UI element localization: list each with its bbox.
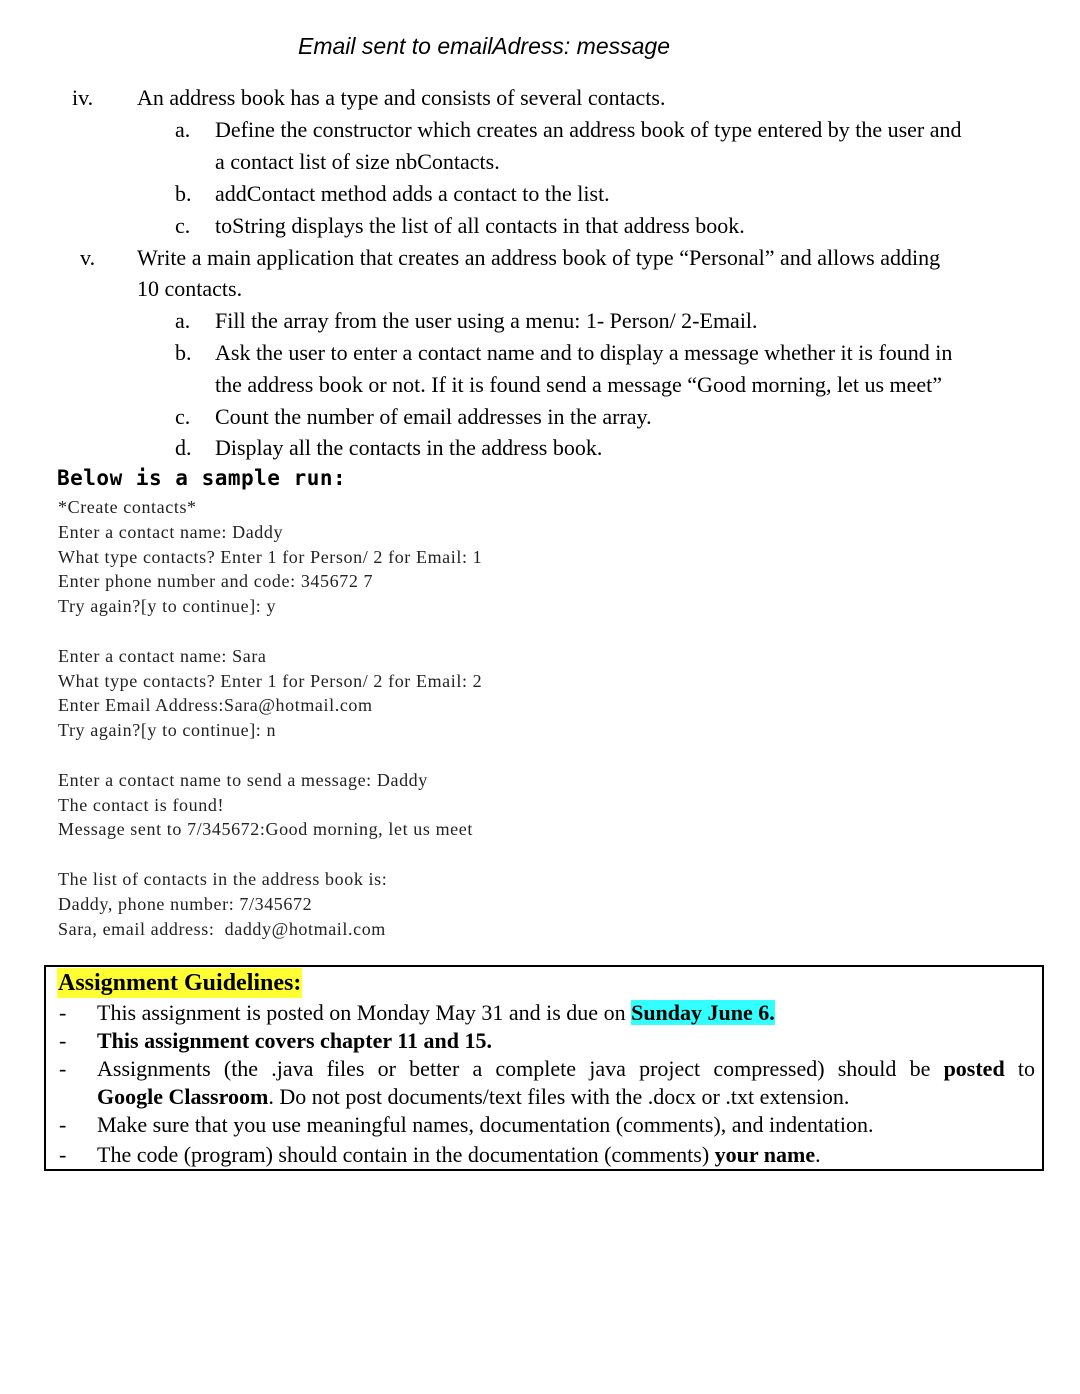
subitem-text-continued: the address book or not. If it is found send a message “Good morning, let us meet” bbox=[215, 372, 943, 397]
guideline-item: Make sure that you use meaningful names, documentation (comments), and indentation. bbox=[97, 1112, 874, 1137]
guideline-bold: Google Classroom bbox=[97, 1084, 269, 1109]
guideline-text: This assignment is posted on Monday May 31 and is due on bbox=[97, 1000, 632, 1025]
console-line: What type contacts? Enter 1 for Person/ 2 for Email: 2 bbox=[58, 670, 483, 691]
console-line: The list of contacts in the address book is: bbox=[58, 869, 388, 889]
bullet-dash: - bbox=[59, 1112, 67, 1137]
guideline-item bbox=[97, 999, 1035, 1027]
console-line: Enter phone number and code: 345672 7 bbox=[58, 571, 374, 592]
guideline-text: . Do not post documents/text files with the .docx or .txt extension. bbox=[268, 1084, 850, 1109]
console-line: The contact is found! bbox=[58, 794, 225, 815]
subitem-text: Count the number of email addresses in the array. bbox=[215, 404, 652, 429]
console-line: Sara, email address: daddy@hotmail.com bbox=[58, 918, 386, 939]
subitem-text: Display all the contacts in the address book. bbox=[215, 435, 603, 460]
guideline-text: . bbox=[815, 1142, 821, 1167]
guideline-text: The code (program) should contain in the documentation (comments) bbox=[97, 1142, 715, 1167]
guideline-item bbox=[97, 1055, 1035, 1083]
console-line: Enter Email Address:Sara@hotmail.com bbox=[58, 695, 373, 716]
subitem-text: Ask the user to enter a contact name and to display a message whether it is found in bbox=[215, 340, 953, 365]
console-line: What type contacts? Enter 1 for Person/ 2 for Email: 1 bbox=[58, 546, 483, 567]
subitem-text-continued: a contact list of size nbContacts. bbox=[215, 149, 500, 174]
item-numeral: iv. bbox=[72, 85, 94, 110]
subitem-text: Fill the array from the user using a menu: 1- Person/ 2-Email. bbox=[215, 308, 758, 333]
console-line: Enter a contact name to send a message: Daddy bbox=[58, 769, 428, 790]
page-heading: Email sent to emailAdress: message bbox=[298, 33, 670, 59]
console-line: Try again?[y to continue]: n bbox=[58, 720, 277, 741]
guideline-text: to bbox=[1004, 1056, 1035, 1081]
item-text: An address book has a type and consists of several contacts. bbox=[137, 85, 666, 110]
item-text: Write a main application that creates an address book of type “Personal” and allows adding bbox=[137, 245, 941, 270]
item-text-continued: 10 contacts. bbox=[137, 276, 243, 301]
console-line: Daddy, phone number: 7/345672 bbox=[58, 893, 313, 914]
guideline-bold: your name bbox=[714, 1142, 816, 1167]
due-date-highlight: Sunday June 6. bbox=[631, 1000, 775, 1025]
subitem-text: Define the constructor which creates an address book of type entered by the user and bbox=[215, 117, 962, 142]
bullet-dash: - bbox=[59, 1056, 67, 1081]
guideline-item bbox=[97, 1141, 1035, 1169]
subitem-letter: a. bbox=[175, 117, 191, 142]
console-line: Enter a contact name: Daddy bbox=[58, 521, 284, 542]
subitem-letter: a. bbox=[175, 308, 191, 333]
bullet-dash: - bbox=[59, 1142, 67, 1167]
guideline-item-continued bbox=[97, 1083, 1035, 1111]
guideline-item: This assignment covers chapter 11 and 15. bbox=[97, 1028, 493, 1053]
subitem-letter: d. bbox=[175, 435, 192, 460]
guideline-bold: posted bbox=[943, 1056, 1005, 1081]
subitem-letter: c. bbox=[175, 404, 191, 429]
console-line: Try again?[y to continue]: y bbox=[58, 596, 277, 617]
item-numeral: v. bbox=[80, 245, 96, 270]
subitem-text: addContact method adds a contact to the list. bbox=[215, 181, 610, 206]
subitem-letter: b. bbox=[175, 340, 192, 365]
subitem-letter: c. bbox=[175, 213, 191, 238]
subitem-text: toString displays the list of all contacts in that address book. bbox=[215, 213, 745, 238]
guideline-text: Assignments (the .java files or better a complete java project compressed) should be bbox=[97, 1056, 944, 1081]
console-line: Message sent to 7/345672:Good morning, let us meet bbox=[58, 819, 473, 840]
console-line: Enter a contact name: Sara bbox=[58, 645, 267, 666]
guidelines-title: Assignment Guidelines: bbox=[58, 970, 302, 996]
console-line: *Create contacts* bbox=[58, 497, 197, 517]
subitem-letter: b. bbox=[175, 181, 192, 206]
bullet-dash: - bbox=[59, 1028, 67, 1053]
bullet-dash: - bbox=[59, 1000, 67, 1025]
sample-run-heading: Below is a sample run: bbox=[57, 466, 347, 490]
